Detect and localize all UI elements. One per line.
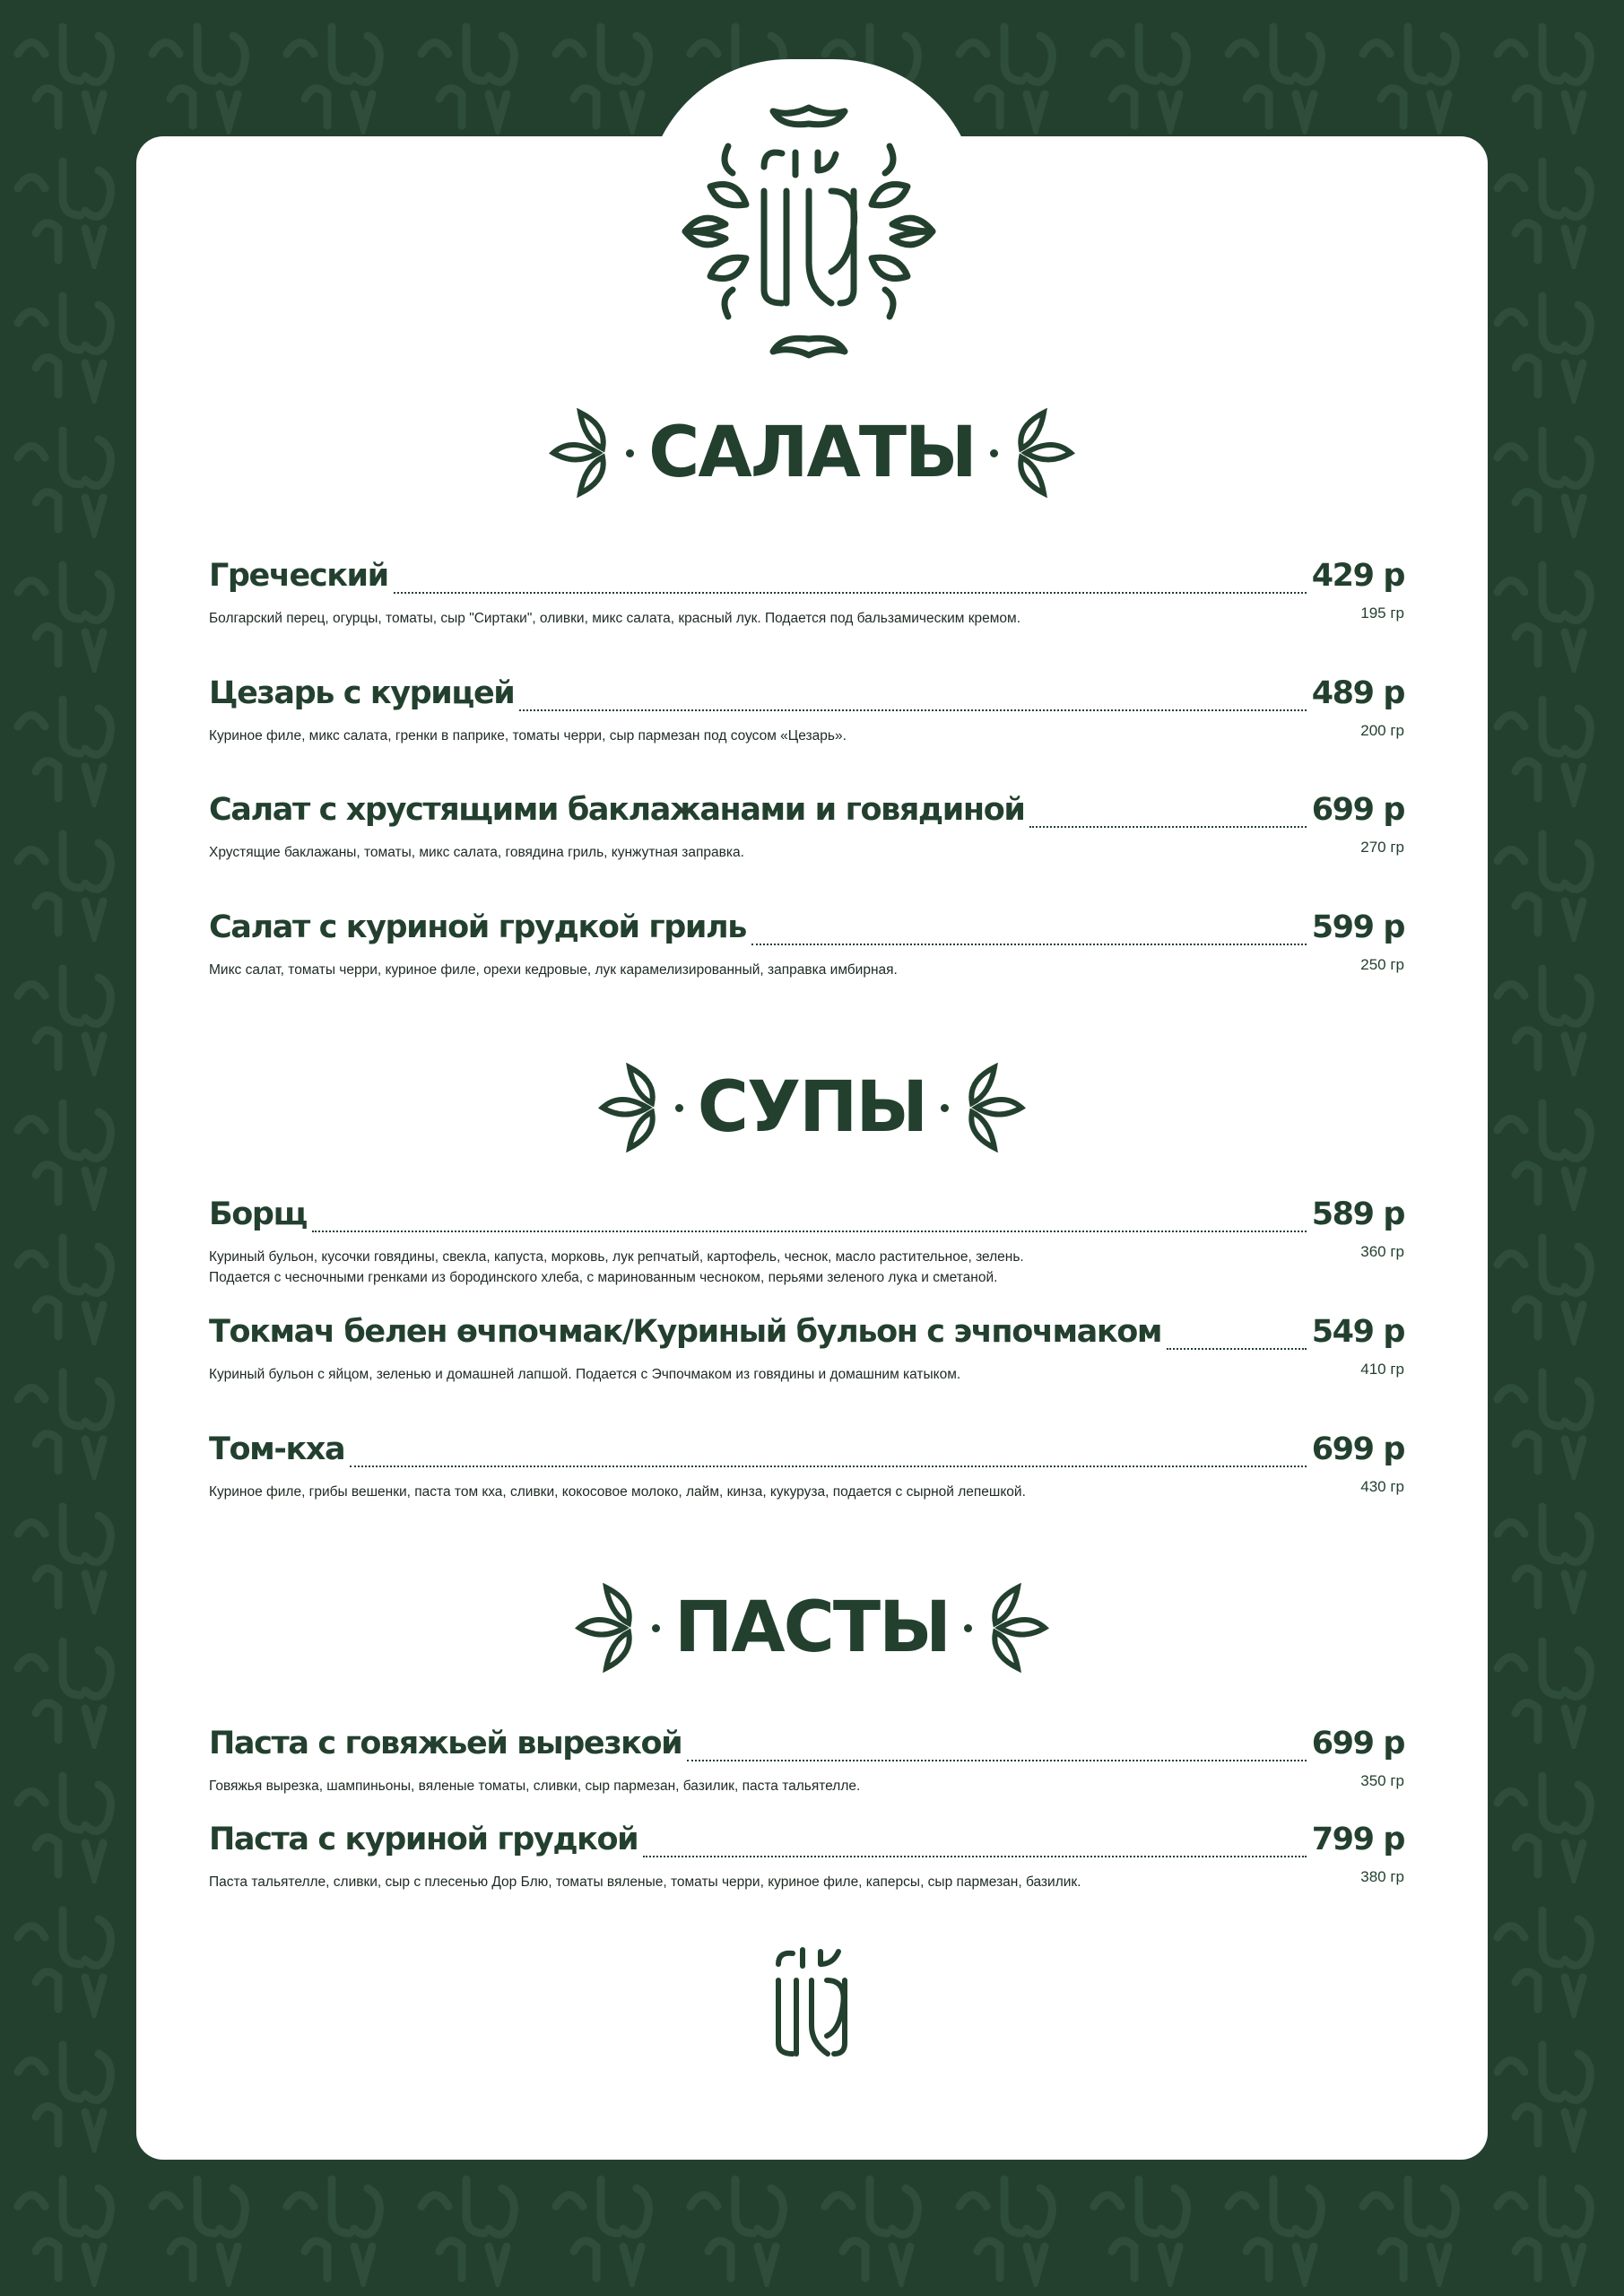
leaf-ornament-icon xyxy=(986,1583,1049,1673)
item-name: Токмач белен өчпочмак/Куриный бульон с эчпочмаком xyxy=(209,1314,1162,1350)
leaf-ornament-icon xyxy=(549,408,612,498)
item-price: 589 р xyxy=(1311,1196,1404,1232)
item-name: Паста с говяжьей вырезкой xyxy=(209,1726,682,1761)
menu-item xyxy=(209,792,1404,863)
item-description: Куриный бульон с яйцом, зеленью и домашней лапшой. Подается с Эчпочмаком из говядины и домашним катыком. xyxy=(209,1367,961,1382)
item-price: 699 р xyxy=(1311,792,1404,828)
dotted-leader xyxy=(394,592,1307,594)
menu-item xyxy=(209,675,1404,746)
menu-item xyxy=(209,558,1404,629)
ornament-dot-icon xyxy=(964,1624,972,1632)
item-name: Том-кха xyxy=(209,1431,345,1467)
menu-item xyxy=(209,1196,1404,1288)
leaf-ornament-icon xyxy=(1012,408,1075,498)
logo-crest-icon xyxy=(674,97,943,366)
dotted-leader xyxy=(1029,826,1306,828)
item-weight: 195 гр xyxy=(1360,604,1404,622)
item-price: 429 р xyxy=(1311,558,1404,594)
dotted-leader xyxy=(643,1856,1306,1857)
item-weight: 250 гр xyxy=(1360,956,1404,973)
section-title-pastas xyxy=(136,1578,1488,1677)
ornament-dot-icon xyxy=(990,449,998,457)
item-weight: 410 гр xyxy=(1360,1361,1404,1378)
ornament-dot-icon xyxy=(941,1104,949,1112)
item-description: Куриный бульон, кусочки говядины, свекла, капуста, морковь, лук репчатый, картофель, чеснок, масло растительное, зелень. Подается с чесночными гренками из бородинского хлеба, с маринованным чесноком, перьями зеленого лука и сметаной. xyxy=(209,1249,1024,1285)
item-weight: 430 гр xyxy=(1360,1478,1404,1495)
menu-item xyxy=(209,1431,1404,1502)
section-heading: САЛАТЫ xyxy=(648,413,976,493)
dotted-leader xyxy=(1167,1348,1307,1350)
dotted-leader xyxy=(519,709,1306,711)
section-heading: СУПЫ xyxy=(697,1067,927,1148)
item-weight: 380 гр xyxy=(1360,1868,1404,1885)
item-price: 489 р xyxy=(1311,675,1404,711)
leaf-ornament-icon xyxy=(963,1063,1026,1152)
footer-logo-icon xyxy=(771,1944,852,2061)
item-weight: 360 гр xyxy=(1360,1243,1404,1260)
item-weight: 270 гр xyxy=(1360,839,1404,856)
item-description: Куриное филе, микс салата, гренки в паприке, томаты черри, сыр пармезан под соусом «Цезарь». xyxy=(209,728,847,744)
ornament-dot-icon xyxy=(652,1624,660,1632)
item-name: Борщ xyxy=(209,1196,307,1232)
dotted-leader xyxy=(312,1231,1307,1232)
leaf-ornament-icon xyxy=(598,1063,661,1152)
leaf-ornament-icon xyxy=(575,1583,638,1673)
menu-item xyxy=(209,1822,1404,1892)
item-description: Паста тальятелле, сливки, сыр с плесенью Дор Блю, томаты вяленые, томаты черри, куриное филе, каперсы, сыр пармезан, базилик. xyxy=(209,1874,1081,1890)
item-price: 549 р xyxy=(1311,1314,1404,1350)
section-title-salads xyxy=(136,404,1488,502)
item-name: Греческий xyxy=(209,558,388,594)
item-name: Салат с хрустящими баклажанами и говядиной xyxy=(209,792,1025,828)
menu-item xyxy=(209,909,1404,980)
item-price: 699 р xyxy=(1311,1431,1404,1467)
ornament-dot-icon xyxy=(675,1104,683,1112)
item-description: Болгарский перец, огурцы, томаты, сыр "Сиртаки", оливки, микс салата, красный лук. Подается под бальзамическим кремом. xyxy=(209,611,1021,626)
dotted-leader xyxy=(350,1465,1306,1467)
item-price: 599 р xyxy=(1311,909,1404,945)
menu-item xyxy=(209,1726,1404,1796)
item-description: Куриное филе, грибы вешенки, паста том кха, сливки, кокосовое молоко, лайм, кинза, кукуруза, подается с сырной лепешкой. xyxy=(209,1484,1026,1500)
item-description: Микс салат, томаты черри, куриное филе, орехи кедровые, лук карамелизированный, заправка имбирная. xyxy=(209,962,898,978)
menu-item xyxy=(209,1314,1404,1385)
item-description: Хрустящие баклажаны, томаты, микс салата, говядина гриль, кунжутная заправка. xyxy=(209,845,744,860)
section-heading: ПАСТЫ xyxy=(674,1587,950,1668)
item-weight: 350 гр xyxy=(1360,1772,1404,1789)
dotted-leader xyxy=(687,1760,1306,1761)
item-price: 699 р xyxy=(1311,1726,1404,1761)
section-title-soups xyxy=(136,1058,1488,1157)
item-name: Цезарь с курицей xyxy=(209,675,515,711)
item-name: Салат с куриной грудкой гриль xyxy=(209,909,747,945)
dotted-leader xyxy=(751,944,1307,945)
item-price: 799 р xyxy=(1311,1822,1404,1857)
item-weight: 200 гр xyxy=(1360,722,1404,739)
ornament-dot-icon xyxy=(626,449,634,457)
item-name: Паста с куриной грудкой xyxy=(209,1822,638,1857)
item-description: Говяжья вырезка, шампиньоны, вяленые томаты, сливки, сыр пармезан, базилик, паста тальятелле. xyxy=(209,1779,861,1794)
